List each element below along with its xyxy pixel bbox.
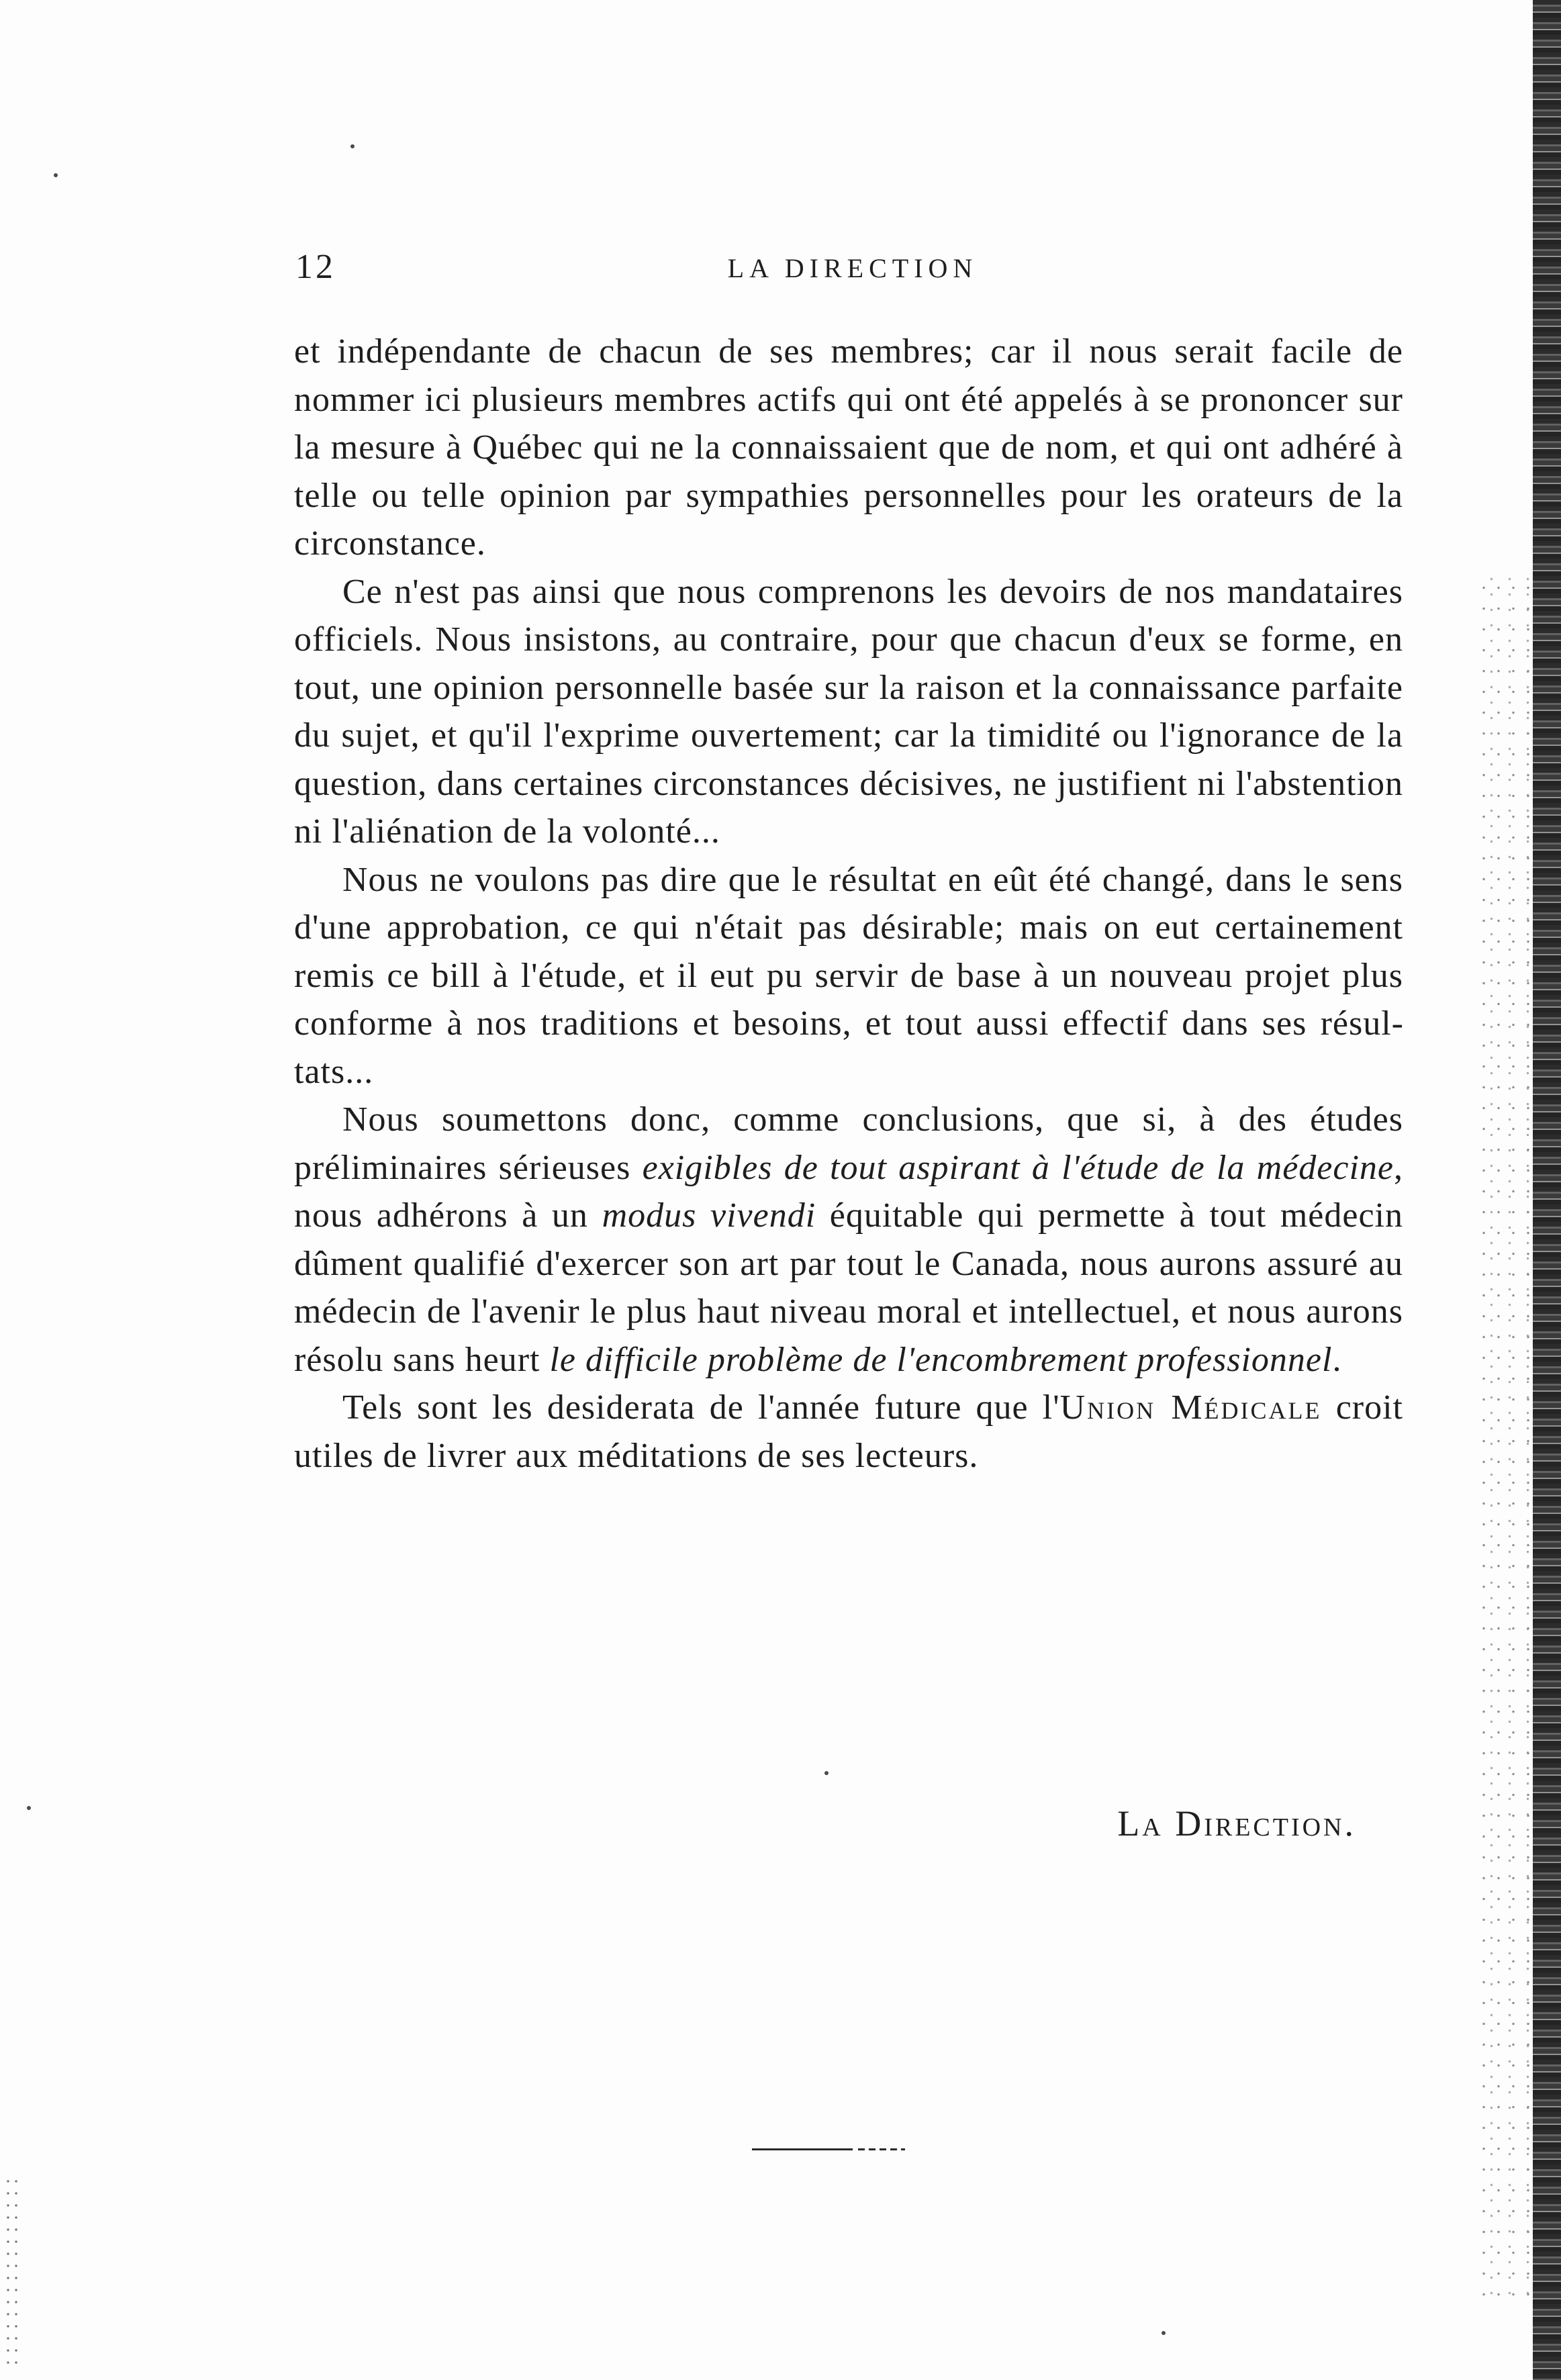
scan-gutter-speckle — [1476, 577, 1530, 2296]
paragraph-4-italic-2: modus vivendi — [602, 1196, 816, 1235]
closing-rule-dashes — [858, 2148, 905, 2150]
paragraph-3: Nous ne voulons pas dire que le résultat en eût été changé, dans le sens d'une approbation, ce qui n'était pas désirable; mais on eut certainement remis ce bill à l'étude, et il eut pu servir de base à un nouveau projet plus conforme à nos traditions et besoins, et tout aussi effectif dans ses résultats... — [294, 860, 1403, 1091]
paragraph-1: et indépendante de chacun de ses membres; car il nous serait facile de nommer ici plusieurs membres actifs qui ont été appelés à se prononcer sur la mesure à Québec qui ne la connaissaient que de nom, et qui ont adhéré à telle ou telle opinion par sympathies personnelles pour les orateurs de la circonstance. — [294, 332, 1403, 563]
closing-rule — [752, 2146, 900, 2152]
signature: La Direction. — [1117, 1803, 1356, 1844]
scan-dot — [27, 1806, 31, 1810]
paragraph-5-text-b: croit utiles de livrer aux méditations de ses lecteurs. — [294, 1388, 1403, 1475]
paragraph-4-italic-3: le difficile problème de l'encombrement professionnel — [549, 1340, 1333, 1379]
paragraph-4-text-c: équitable qui permette à tout médecin dûment qualifié d'exercer son art par tout le Canada, nous aurons assuré au médecin de l'avenir le plus haut niveau moral et intellectuel, et nous aurons résolu sans heurt — [294, 1196, 1403, 1379]
running-header — [295, 247, 1410, 287]
scan-dot — [350, 144, 354, 148]
paragraph-4-text-a: Nous soumettons donc, comme conclusions, que si, à des études préliminaires sérieuses — [294, 1100, 1403, 1187]
paragraph-4-text-b: , nous adhérons à un — [294, 1148, 1403, 1235]
running-title: LA DIRECTION — [727, 253, 978, 283]
paragraph-4-italic-1: exigibles de tout aspirant à l'étude de la médecine — [642, 1148, 1394, 1187]
closing-rule-long — [752, 2148, 853, 2150]
scan-dot — [824, 1771, 829, 1775]
body-text — [294, 328, 1403, 1480]
paragraph-5-text-a: Tels sont les desiderata de l'année future que l' — [342, 1388, 1060, 1427]
paragraph-5 — [294, 1384, 1403, 1480]
paragraph-4-text-d: . — [1332, 1340, 1342, 1379]
scan-dot — [54, 173, 58, 177]
scan-binding-edge — [1533, 0, 1561, 2380]
scan-dot — [1162, 2331, 1166, 2335]
paragraph-4 — [294, 1096, 1403, 1384]
journal-name: Union Médicale — [1059, 1388, 1322, 1427]
paragraph-2: Ce n'est pas ainsi que nous comprenons les devoirs de nos mandataires officiels. Nous insistons, au contraire, pour que chacun d'eux se forme, en tout, une opinion personnelle basée sur la raison et la connaissance parfaite du sujet, et qu'il l'exprime ouvertement; car la timidité ou l'ignorance de la question, dans certaines circonstances décisives, ne justifient ni l'abstention ni l'aliénation de la volonté... — [294, 572, 1403, 851]
page-number: 12 — [295, 248, 336, 286]
scan-left-speckle — [4, 2175, 17, 2370]
